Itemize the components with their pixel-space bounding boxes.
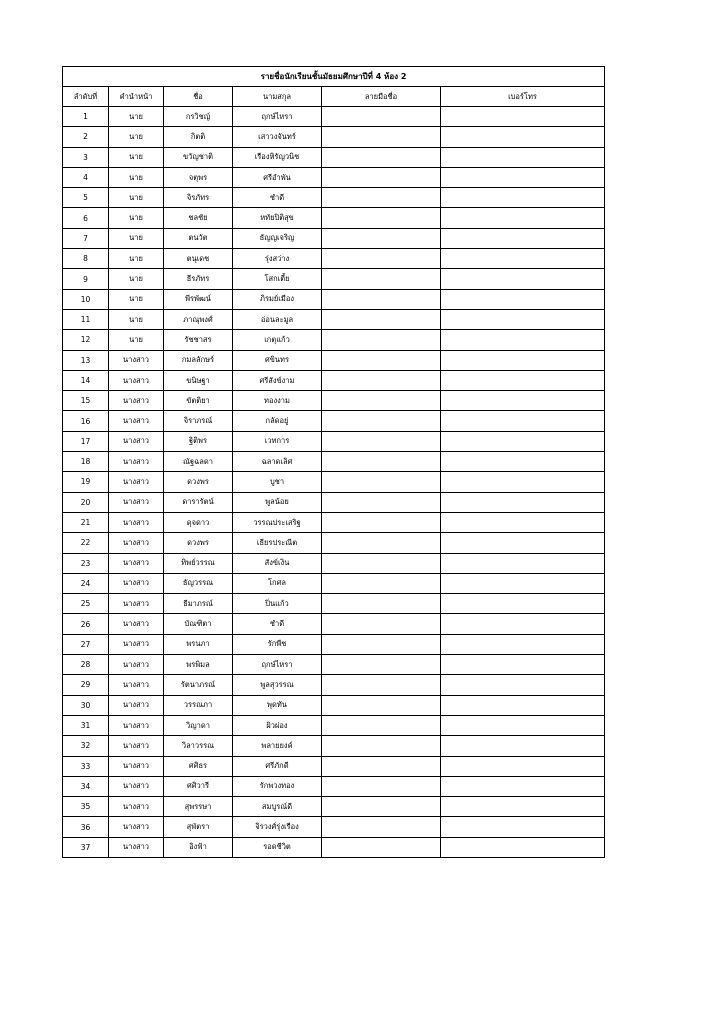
cell-number: 19 (63, 472, 109, 492)
cell-prefix: นางสาว (109, 391, 164, 411)
cell-phone[interactable] (441, 452, 605, 472)
cell-signature[interactable] (322, 736, 441, 756)
cell-first-name: วิลาวรรณ (164, 736, 233, 756)
cell-prefix: นาย (109, 188, 164, 208)
cell-phone[interactable] (441, 309, 605, 329)
cell-last-name: จิรวงศ์รุ่งเรือง (233, 817, 322, 837)
cell-last-name: โกศล (233, 573, 322, 593)
cell-prefix: นางสาว (109, 695, 164, 715)
cell-first-name: ตนุเดช (164, 249, 233, 269)
table-row (63, 756, 605, 776)
cell-prefix: นาย (109, 269, 164, 289)
table-row (63, 330, 605, 350)
table-row (63, 533, 605, 553)
cell-signature[interactable] (322, 776, 441, 796)
cell-first-name: ทิพย์วรรณ (164, 553, 233, 573)
table-row (63, 634, 605, 654)
cell-number: 33 (63, 756, 109, 776)
cell-signature[interactable] (322, 330, 441, 350)
student-rows (63, 107, 605, 858)
table-row (63, 817, 605, 837)
cell-first-name: ณัฐฉลดา (164, 452, 233, 472)
cell-number: 2 (63, 127, 109, 147)
cell-phone[interactable] (441, 147, 605, 167)
cell-last-name: รุ่งสว่าง (233, 249, 322, 269)
cell-last-name: ฤกษ์ไหรา (233, 107, 322, 127)
table-row (63, 715, 605, 735)
cell-number: 21 (63, 512, 109, 532)
cell-signature[interactable] (322, 147, 441, 167)
cell-prefix: นาย (109, 309, 164, 329)
cell-last-name: ศรีสังข์งาม (233, 370, 322, 390)
cell-last-name: วรรณประเสริฐ (233, 512, 322, 532)
table-row (63, 655, 605, 675)
cell-prefix: นางสาว (109, 573, 164, 593)
cell-signature[interactable] (322, 675, 441, 695)
cell-last-name: พูลสุวรรณ (233, 675, 322, 695)
table-row (63, 594, 605, 614)
cell-phone[interactable] (441, 289, 605, 309)
table-row (63, 269, 605, 289)
cell-prefix: นางสาว (109, 370, 164, 390)
cell-prefix: นางสาว (109, 472, 164, 492)
cell-number: 23 (63, 553, 109, 573)
cell-phone[interactable] (441, 208, 605, 228)
cell-signature[interactable] (322, 614, 441, 634)
cell-prefix: นาย (109, 249, 164, 269)
cell-number: 12 (63, 330, 109, 350)
cell-signature[interactable] (322, 431, 441, 451)
table-row (63, 167, 605, 187)
cell-last-name: พูลน้อย (233, 492, 322, 512)
table-row (63, 309, 605, 329)
cell-last-name: หทัยปิติสุข (233, 208, 322, 228)
cell-prefix: นางสาว (109, 736, 164, 756)
cell-first-name: กรวิชญ์ (164, 107, 233, 127)
cell-phone[interactable] (441, 533, 605, 553)
cell-phone[interactable] (441, 675, 605, 695)
cell-number: 7 (63, 228, 109, 248)
cell-last-name: รอดชีวิต (233, 837, 322, 857)
cell-first-name: พีรพัฒน์ (164, 289, 233, 309)
cell-last-name: ฉลาดเลิศ (233, 452, 322, 472)
cell-first-name: ตนวัต (164, 228, 233, 248)
cell-signature[interactable] (322, 817, 441, 837)
cell-first-name: กมลลักษร์ (164, 350, 233, 370)
cell-signature[interactable] (322, 837, 441, 857)
table-row (63, 107, 605, 127)
cell-last-name: โสกเตี้ย (233, 269, 322, 289)
column-header-prefix: คำนำหน้า (109, 87, 164, 107)
cell-number: 5 (63, 188, 109, 208)
cell-signature[interactable] (322, 127, 441, 147)
cell-number: 24 (63, 573, 109, 593)
cell-phone[interactable] (441, 817, 605, 837)
cell-number: 8 (63, 249, 109, 269)
cell-signature[interactable] (322, 492, 441, 512)
cell-number: 13 (63, 350, 109, 370)
cell-prefix: นางสาว (109, 756, 164, 776)
table-row (63, 492, 605, 512)
cell-number: 18 (63, 452, 109, 472)
cell-signature[interactable] (322, 472, 441, 492)
cell-prefix: นาย (109, 330, 164, 350)
cell-first-name: รัชชาสร (164, 330, 233, 350)
cell-number: 16 (63, 411, 109, 431)
cell-prefix: นางสาว (109, 614, 164, 634)
cell-prefix: นางสาว (109, 655, 164, 675)
cell-signature[interactable] (322, 309, 441, 329)
cell-prefix: นางสาว (109, 452, 164, 472)
table-row (63, 776, 605, 796)
cell-prefix: นาย (109, 208, 164, 228)
cell-first-name: จิราภรณ์ (164, 411, 233, 431)
cell-last-name: เรืองหิรัญวนิช (233, 147, 322, 167)
cell-phone[interactable] (441, 228, 605, 248)
cell-phone[interactable] (441, 553, 605, 573)
table-row (63, 208, 605, 228)
cell-signature[interactable] (322, 695, 441, 715)
cell-last-name: ปิ่นแก้ว (233, 594, 322, 614)
cell-prefix: นาย (109, 289, 164, 309)
cell-number: 22 (63, 533, 109, 553)
cell-prefix: นางสาว (109, 512, 164, 532)
cell-first-name: ขวัญชาติ (164, 147, 233, 167)
cell-signature[interactable] (322, 797, 441, 817)
cell-phone[interactable] (441, 370, 605, 390)
cell-phone[interactable] (441, 776, 605, 796)
table-row (63, 553, 605, 573)
table-row (63, 837, 605, 857)
cell-prefix: นางสาว (109, 797, 164, 817)
cell-last-name: ชำดี (233, 614, 322, 634)
student-list-table (62, 66, 605, 858)
cell-signature[interactable] (322, 350, 441, 370)
cell-phone[interactable] (441, 715, 605, 735)
header-row (63, 87, 605, 107)
cell-number: 20 (63, 492, 109, 512)
cell-signature[interactable] (322, 512, 441, 532)
cell-prefix: นางสาว (109, 553, 164, 573)
cell-signature[interactable] (322, 553, 441, 573)
cell-last-name: กลัดอยู่ (233, 411, 322, 431)
cell-first-name: วรรณภา (164, 695, 233, 715)
cell-number: 3 (63, 147, 109, 167)
table-row (63, 391, 605, 411)
cell-number: 9 (63, 269, 109, 289)
cell-first-name: ชลชัย (164, 208, 233, 228)
cell-last-name: รักพวงทอง (233, 776, 322, 796)
cell-phone[interactable] (441, 614, 605, 634)
cell-signature[interactable] (322, 573, 441, 593)
cell-phone[interactable] (441, 249, 605, 269)
cell-number: 34 (63, 776, 109, 796)
cell-first-name: พรนภา (164, 634, 233, 654)
cell-first-name: สุพัตรา (164, 817, 233, 837)
cell-phone[interactable] (441, 330, 605, 350)
cell-last-name: บูชา (233, 472, 322, 492)
column-header-phone: เบอร์โทร (441, 87, 605, 107)
cell-signature[interactable] (322, 715, 441, 735)
cell-last-name: ทองงาม (233, 391, 322, 411)
table-row (63, 350, 605, 370)
cell-signature[interactable] (322, 289, 441, 309)
cell-signature[interactable] (322, 533, 441, 553)
cell-last-name: รักพืช (233, 634, 322, 654)
cell-first-name: อิงฟ้า (164, 837, 233, 857)
cell-phone[interactable] (441, 391, 605, 411)
cell-last-name: ศรีภักดี (233, 756, 322, 776)
cell-phone[interactable] (441, 411, 605, 431)
cell-signature[interactable] (322, 269, 441, 289)
cell-last-name: สมบูรณ์ดี (233, 797, 322, 817)
cell-number: 36 (63, 817, 109, 837)
cell-last-name: พลายยงค์ (233, 736, 322, 756)
cell-phone[interactable] (441, 350, 605, 370)
cell-first-name: จิรภัทร (164, 188, 233, 208)
cell-prefix: นางสาว (109, 634, 164, 654)
cell-last-name: เสาวงจันทร์ (233, 127, 322, 147)
cell-number: 37 (63, 837, 109, 857)
cell-phone[interactable] (441, 736, 605, 756)
cell-signature[interactable] (322, 756, 441, 776)
cell-number: 26 (63, 614, 109, 634)
table-row (63, 147, 605, 167)
cell-number: 25 (63, 594, 109, 614)
cell-first-name: สุพรรษา (164, 797, 233, 817)
cell-signature[interactable] (322, 370, 441, 390)
table-row (63, 472, 605, 492)
table-row (63, 452, 605, 472)
cell-first-name: ธีรภัทร (164, 269, 233, 289)
cell-phone[interactable] (441, 512, 605, 532)
cell-first-name: ดวงพร (164, 472, 233, 492)
cell-first-name: ธีมาภรณ์ (164, 594, 233, 614)
cell-first-name: ดารารัตน์ (164, 492, 233, 512)
cell-prefix: นางสาว (109, 776, 164, 796)
cell-phone[interactable] (441, 797, 605, 817)
cell-number: 1 (63, 107, 109, 127)
cell-first-name: วิญาดา (164, 715, 233, 735)
column-header-first-name: ชื่อ (164, 87, 233, 107)
cell-number: 32 (63, 736, 109, 756)
cell-first-name: ขนิษฐา (164, 370, 233, 390)
table-row (63, 370, 605, 390)
cell-prefix: นางสาว (109, 817, 164, 837)
cell-number: 31 (63, 715, 109, 735)
cell-phone[interactable] (441, 107, 605, 127)
table-title: รายชื่อนักเรียนชั้นมัธยมศึกษาปีที่ 4 ห้อง 2 (63, 67, 605, 87)
cell-first-name: ดวงพร (164, 533, 233, 553)
cell-first-name: ขัตติยา (164, 391, 233, 411)
cell-last-name: สังข์เงิน (233, 553, 322, 573)
table-row (63, 675, 605, 695)
cell-phone[interactable] (441, 655, 605, 675)
cell-first-name: พรพิมล (164, 655, 233, 675)
cell-last-name: ธัญญเจริญ (233, 228, 322, 248)
cell-first-name: ศศิธร (164, 756, 233, 776)
column-header-signature: ลายมือชื่อ (322, 87, 441, 107)
cell-phone[interactable] (441, 634, 605, 654)
cell-signature[interactable] (322, 391, 441, 411)
title-row (63, 67, 605, 87)
table-row (63, 289, 605, 309)
cell-signature[interactable] (322, 411, 441, 431)
table-row (63, 797, 605, 817)
cell-last-name: เกตุแก้ว (233, 330, 322, 350)
cell-prefix: นาย (109, 228, 164, 248)
cell-prefix: นาย (109, 107, 164, 127)
cell-first-name: บัณฑิตา (164, 614, 233, 634)
cell-prefix: นางสาว (109, 675, 164, 695)
cell-signature[interactable] (322, 634, 441, 654)
cell-phone[interactable] (441, 127, 605, 147)
cell-number: 15 (63, 391, 109, 411)
cell-last-name: ศขินทร (233, 350, 322, 370)
cell-signature[interactable] (322, 228, 441, 248)
cell-last-name: ภิรมย์เมือง (233, 289, 322, 309)
cell-first-name: ฐิติพร (164, 431, 233, 451)
table-row (63, 695, 605, 715)
cell-phone[interactable] (441, 269, 605, 289)
cell-first-name: ภาณุพงศ์ (164, 309, 233, 329)
cell-prefix: นางสาว (109, 411, 164, 431)
cell-phone[interactable] (441, 573, 605, 593)
cell-phone[interactable] (441, 492, 605, 512)
cell-last-name: เธียรประณีต (233, 533, 322, 553)
cell-first-name: ดุจดาว (164, 512, 233, 532)
cell-first-name: รัตนาภรณ์ (164, 675, 233, 695)
cell-number: 28 (63, 655, 109, 675)
cell-phone[interactable] (441, 431, 605, 451)
table-row (63, 614, 605, 634)
cell-phone[interactable] (441, 167, 605, 187)
cell-number: 14 (63, 370, 109, 390)
cell-prefix: นางสาว (109, 837, 164, 857)
cell-phone[interactable] (441, 837, 605, 857)
cell-first-name: ศศิวารี (164, 776, 233, 796)
cell-last-name: พุดทัน (233, 695, 322, 715)
cell-last-name: ชำดี (233, 188, 322, 208)
cell-number: 27 (63, 634, 109, 654)
table-row (63, 228, 605, 248)
cell-prefix: นาย (109, 167, 164, 187)
table-row (63, 431, 605, 451)
table-row (63, 411, 605, 431)
cell-number: 6 (63, 208, 109, 228)
cell-number: 29 (63, 675, 109, 695)
cell-signature[interactable] (322, 188, 441, 208)
cell-prefix: นางสาว (109, 431, 164, 451)
cell-prefix: นางสาว (109, 594, 164, 614)
cell-last-name: ฤกษ์ไหรา (233, 655, 322, 675)
cell-signature[interactable] (322, 594, 441, 614)
cell-number: 17 (63, 431, 109, 451)
cell-phone[interactable] (441, 472, 605, 492)
cell-number: 10 (63, 289, 109, 309)
cell-number: 30 (63, 695, 109, 715)
cell-signature[interactable] (322, 655, 441, 675)
cell-prefix: นาย (109, 127, 164, 147)
cell-signature[interactable] (322, 452, 441, 472)
cell-prefix: นาย (109, 147, 164, 167)
table-row (63, 249, 605, 269)
column-header-number: ลำดับที่ (63, 87, 109, 107)
cell-first-name: กิตติ (164, 127, 233, 147)
table-row (63, 573, 605, 593)
column-header-last-name: นามสกุล (233, 87, 322, 107)
cell-phone[interactable] (441, 756, 605, 776)
cell-signature[interactable] (322, 208, 441, 228)
cell-first-name: ธัญวรรณ (164, 573, 233, 593)
cell-last-name: เวทการ (233, 431, 322, 451)
cell-signature[interactable] (322, 107, 441, 127)
cell-prefix: นางสาว (109, 533, 164, 553)
table-row (63, 736, 605, 756)
cell-last-name: อ่อนละมูล (233, 309, 322, 329)
table-row (63, 127, 605, 147)
cell-last-name: ผิวผ่อง (233, 715, 322, 735)
cell-prefix: นางสาว (109, 350, 164, 370)
cell-phone[interactable] (441, 188, 605, 208)
cell-signature[interactable] (322, 249, 441, 269)
cell-phone[interactable] (441, 695, 605, 715)
cell-prefix: นางสาว (109, 492, 164, 512)
cell-number: 4 (63, 167, 109, 187)
cell-number: 11 (63, 309, 109, 329)
cell-prefix: นางสาว (109, 715, 164, 735)
cell-signature[interactable] (322, 167, 441, 187)
cell-first-name: จตุพร (164, 167, 233, 187)
cell-last-name: ศรีอำพัน (233, 167, 322, 187)
table-row (63, 512, 605, 532)
table-row (63, 188, 605, 208)
cell-phone[interactable] (441, 594, 605, 614)
cell-number: 35 (63, 797, 109, 817)
